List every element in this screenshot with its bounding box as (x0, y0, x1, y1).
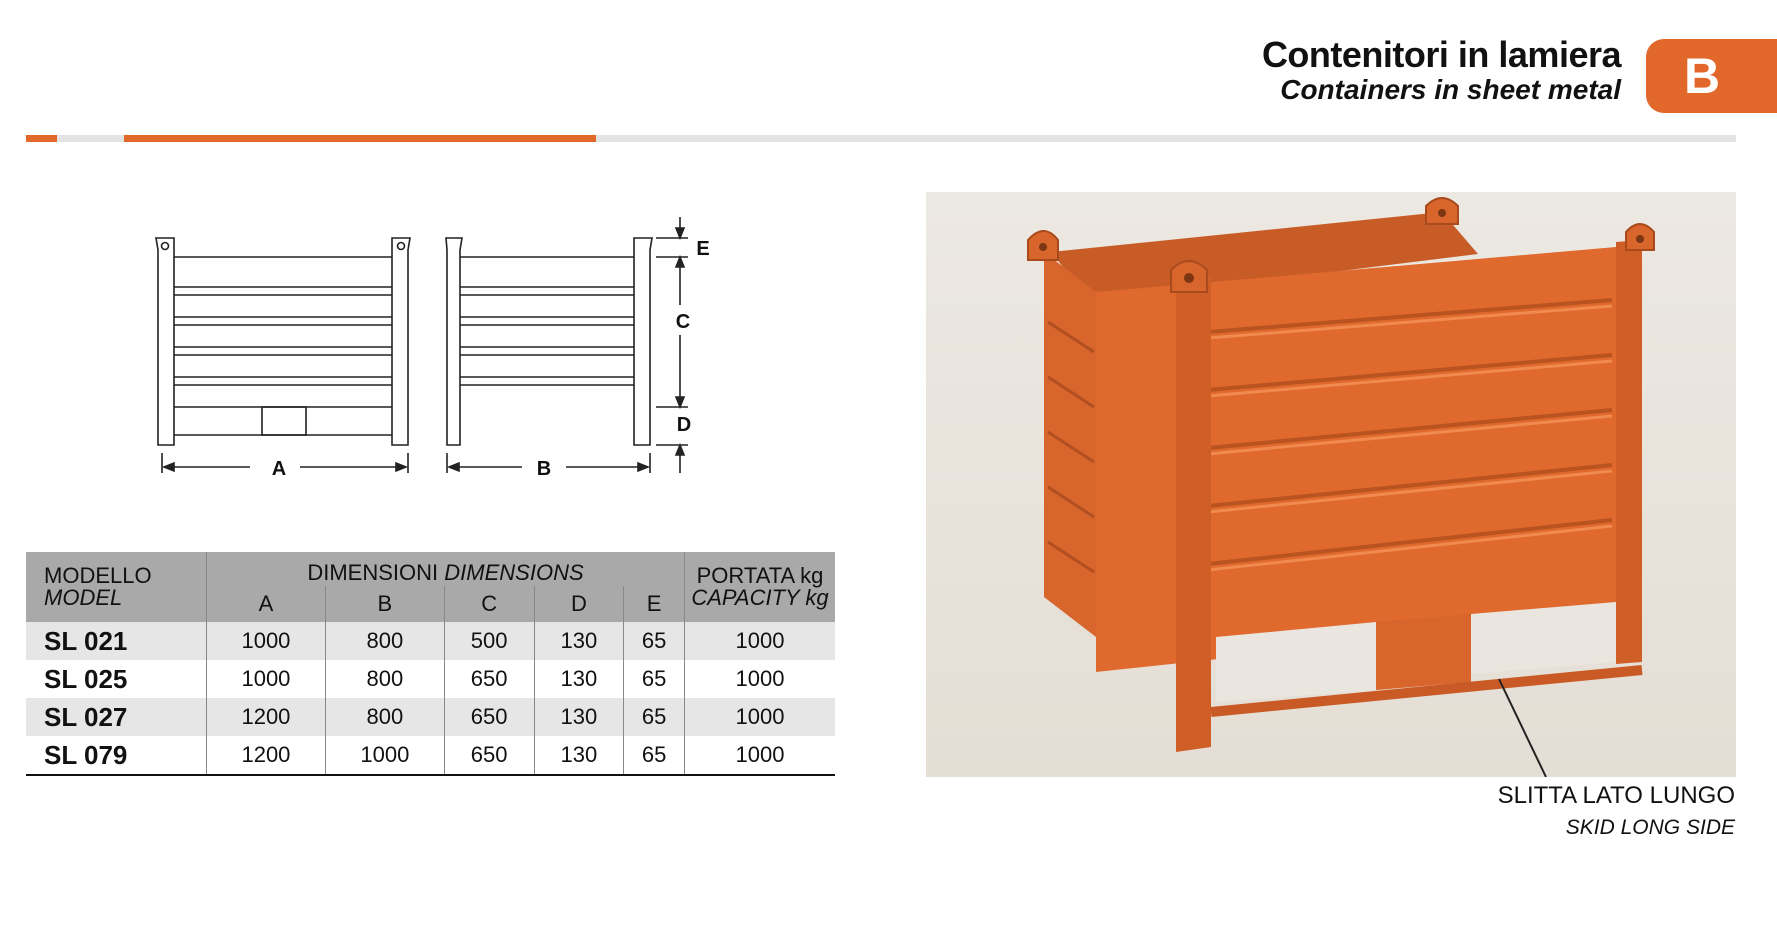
model-column-header (26, 552, 207, 622)
dim-b-cell: 800 (325, 698, 444, 736)
table-row (26, 622, 835, 660)
page-title: Contenitori in lamiera (1261, 34, 1621, 75)
model-header-it: MODELLO (44, 563, 152, 588)
dim-d-cell: 130 (534, 736, 624, 775)
dim-label-a: A (271, 458, 287, 480)
dim-c-cell: 650 (444, 698, 534, 736)
dim-b-cell: 800 (325, 622, 444, 660)
container-illustration (926, 192, 1736, 777)
model-cell: SL 025 (26, 660, 207, 698)
dim-e-cell: 65 (624, 698, 685, 736)
page-subtitle: Containers in sheet metal (1280, 74, 1621, 105)
dim-d-cell: 130 (534, 622, 624, 660)
section-letter: B (1684, 48, 1721, 104)
dim-c-cell: 650 (444, 660, 534, 698)
table-row (26, 660, 835, 698)
model-cell: SL 027 (26, 698, 207, 736)
spec-table (26, 552, 835, 776)
dim-label-b: B (536, 458, 552, 480)
capacity-header-en: CAPACITY kg (691, 585, 829, 610)
dim-label-e: E (696, 238, 710, 260)
dim-header-d: D (534, 586, 624, 622)
capacity-cell: 1000 (685, 622, 836, 660)
dim-b-cell: 1000 (325, 736, 444, 775)
dim-e-cell: 65 (624, 736, 685, 775)
side-view-diagram (446, 217, 691, 473)
model-header-en: MODEL (44, 585, 123, 610)
dim-label-c: C (675, 311, 691, 333)
model-cell: SL 079 (26, 736, 207, 775)
dim-a-cell: 1200 (207, 698, 326, 736)
technical-drawing (140, 205, 720, 485)
dim-label-d: D (676, 414, 692, 436)
photo-caption-translation: SKID LONG SIDE (1565, 816, 1735, 839)
dim-e-cell: 65 (624, 622, 685, 660)
header-accent-large (124, 135, 596, 142)
dim-header-c: C (444, 586, 534, 622)
model-cell: SL 021 (26, 622, 207, 660)
dim-c-cell: 650 (444, 736, 534, 775)
product-photo (926, 192, 1736, 777)
dim-c-cell: 500 (444, 622, 534, 660)
dim-b-cell: 800 (325, 660, 444, 698)
capacity-header-it: PORTATA kg (696, 563, 824, 588)
capacity-cell: 1000 (735, 666, 785, 691)
dimensions-column-header (207, 552, 685, 586)
dim-header-e: E (624, 586, 685, 622)
header-accent-small (26, 135, 57, 142)
front-view-diagram (156, 238, 410, 473)
dim-header-a: A (207, 586, 326, 622)
dim-a-cell: 1000 (207, 622, 326, 660)
table-row (26, 698, 835, 736)
capacity-cell: 1000 (685, 698, 836, 736)
capacity-column-header (685, 552, 836, 622)
section-tab (1646, 39, 1777, 113)
dim-header-b: B (325, 586, 444, 622)
dim-e-cell: 65 (624, 660, 685, 698)
photo-caption: SLITTA LATO LUNGO (1497, 782, 1735, 809)
dim-a-cell: 1000 (207, 660, 326, 698)
dimensions-header-en: DIMENSIONS (444, 560, 584, 585)
capacity-cell: 1000 (685, 736, 836, 775)
dim-d-cell: 130 (534, 660, 624, 698)
dimensions-header-it: DIMENSIONI (307, 560, 439, 585)
table-row (26, 736, 835, 775)
dim-a-cell: 1200 (207, 736, 326, 775)
dim-d-cell: 130 (534, 698, 624, 736)
